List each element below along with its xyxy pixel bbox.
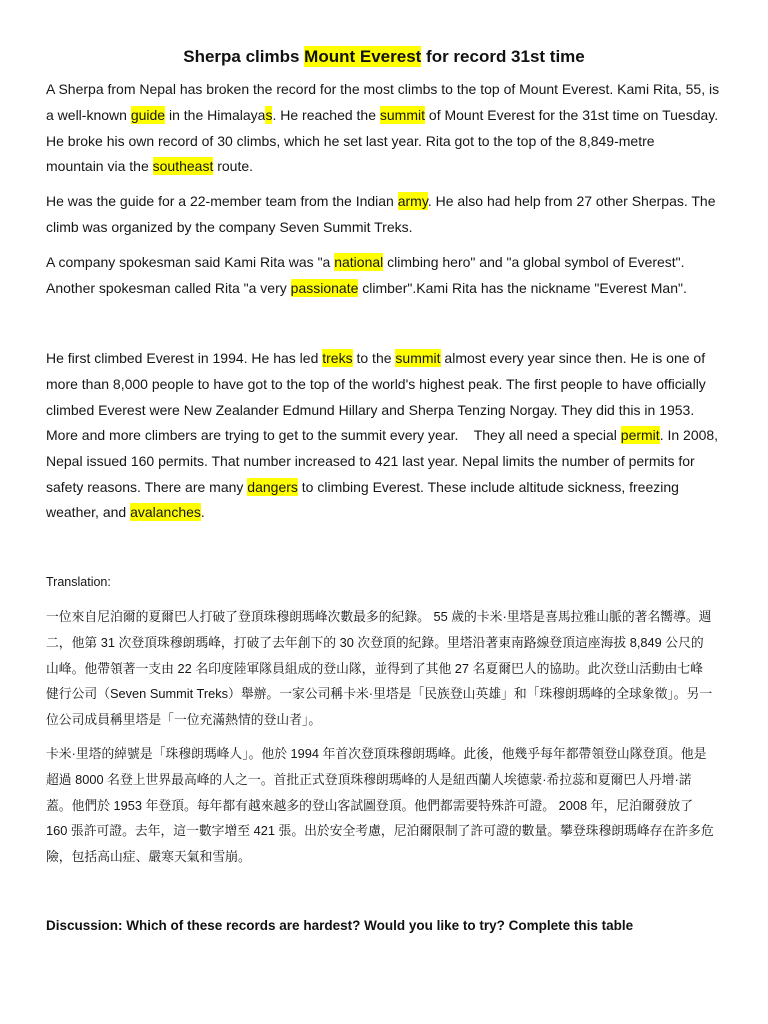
highlighted-word: national	[334, 254, 384, 271]
highlighted-word: permit	[620, 427, 660, 444]
text-run: almost every year since then. He is one of	[440, 350, 706, 367]
text-line: 健行公司（Seven Summit Treks）舉辦。一家公司稱卡米·里塔是「民族登山英雄」和「珠穆朗瑪峰的全球象徵」。另一	[46, 686, 713, 702]
text-run: safety reasons. There are many	[46, 478, 248, 495]
highlighted-word: treks	[322, 350, 353, 367]
translation-label: Translation:	[46, 575, 111, 590]
highlighted-word: dangers	[247, 478, 298, 495]
text-line	[46, 372, 722, 398]
translation-paragraph-1	[46, 604, 722, 733]
text-line: 160 張許可證。去年，這一數字增至 421 張。出於安全考慮，尼泊爾限制了許可證的數量。攀登珠穆朗瑪峰存在許多危	[46, 823, 714, 839]
article-paragraph-2	[46, 189, 722, 240]
article-paragraph-3	[46, 250, 722, 301]
highlighted-word: summit	[379, 106, 426, 123]
text-run: He first climbed Everest in 1994. He has led	[46, 350, 323, 367]
text-run: Another spokesman called Rita "a very	[46, 279, 291, 296]
text-run: Nepal issued 160 permits. That number increased to 421 last year. Nepal limits the number of permits for	[46, 453, 695, 469]
text-run: to climbing Everest. These include altitude sickness, freezing	[297, 478, 679, 495]
text-run: of Mount Everest for the 31st time on Tuesday.	[425, 106, 719, 123]
text-run: route.	[213, 158, 254, 175]
document-body	[0, 44, 768, 939]
article-paragraph-4	[46, 346, 722, 526]
text-line: 蓋。他們於 1953 年登頂。每年都有越來越多的登山客試圖登頂。他們都需要特殊許可證。 2008 年，尼泊爾發放了	[46, 797, 694, 813]
highlighted-word: southeast	[152, 158, 214, 175]
highlighted-word: guide	[130, 106, 166, 123]
text-line	[46, 398, 722, 424]
translation-paragraph-2	[46, 741, 722, 870]
text-line	[46, 475, 722, 501]
discussion-prompt: Discussion: Which of these records are hardest? Would you like to try? Complete this table	[46, 918, 634, 934]
text-line	[46, 189, 722, 215]
text-line: 山峰。他帶領著一支由 22 名印度陸軍隊員組成的登山隊，並得到了其他 27 名夏爾巴人的協助。此次登山活動由七峰	[46, 660, 703, 676]
text-run: climbing hero" and "a global symbol of Everest".	[383, 254, 685, 271]
text-run: .	[200, 504, 205, 521]
article-title	[46, 44, 722, 70]
text-line	[46, 129, 722, 155]
text-line	[46, 250, 722, 276]
text-line: 超過 8000 名登上世界最高峰的人之一。首批正式登頂珠穆朗瑪峰的人是紐西蘭人埃德蒙·希拉蕊和夏爾巴人丹增·諾	[46, 771, 692, 787]
text-line: 險，包括高山症、嚴寒天氣和雪崩。	[46, 849, 251, 865]
text-line	[46, 500, 722, 526]
text-line: 一位來自尼泊爾的夏爾巴人打破了登頂珠穆朗瑪峰次數最多的紀錄。 55 歲的卡米·里塔是喜馬拉雅山脈的著名嚮導。週	[46, 609, 712, 625]
text-run: climbed Everest were New Zealander Edmund Hillary and Sherpa Tenzing Norgay. They did this in 1953.	[46, 401, 695, 418]
text-line: 二，他第 31 次登頂珠穆朗瑪峰，打破了去年創下的 30 次登頂的紀錄。里塔沿著東南路線登頂這座海拔 8,849 公尺的	[46, 634, 704, 650]
text-run: a well-known	[46, 106, 131, 123]
text-line	[46, 449, 722, 475]
text-run: . In 2008,	[659, 427, 719, 444]
text-run: for record 31st time	[421, 47, 585, 66]
text-line	[46, 77, 722, 103]
article-paragraph-1	[46, 77, 722, 180]
text-line: 卡米·里塔的綽號是「珠穆朗瑪峰人」。他於 1994 年首次登頂珠穆朗瑪峰。此後，他幾乎每年都帶領登山隊登頂。他是	[46, 746, 707, 762]
highlighted-word: Mount Everest	[304, 47, 422, 66]
highlighted-word: s	[265, 106, 273, 123]
text-line	[46, 346, 722, 372]
text-run: to the	[352, 350, 396, 367]
text-line	[46, 423, 722, 449]
text-line	[46, 276, 722, 302]
text-run: mountain via the	[46, 158, 153, 175]
text-line	[46, 103, 722, 129]
text-run: . He reached the	[272, 106, 380, 123]
text-run: climb was organized by the company Seven Summit Treks.	[46, 218, 413, 235]
text-run: Sherpa climbs	[183, 47, 305, 66]
text-run: A Sherpa from Nepal has broken the record for the most climbs to the top of Mount Everest. Kami Rita, 55, is	[46, 81, 720, 98]
text-run: . He also had help from 27 other Sherpas. The	[427, 193, 716, 210]
text-line	[46, 215, 722, 241]
text-run: More and more climbers are trying to get to the summit every year. They all need a special	[46, 427, 621, 444]
text-run: more than 8,000 people to have got to the top of the world's highest peak. The first people to have officially	[46, 375, 706, 392]
text-run: weather, and	[46, 504, 131, 521]
text-run: He was the guide for a 22-member team from the Indian	[46, 193, 398, 210]
text-line: 位公司成員稱里塔是「一位充滿熱情的登山者」。	[46, 712, 322, 728]
text-line	[46, 154, 722, 180]
highlighted-word: summit	[395, 350, 441, 367]
text-run: climber".Kami Rita has the nickname "Everest Man".	[358, 279, 687, 296]
text-run: He broke his own record of 30 climbs, which he set last year. Rita got to the top of the 8,849-metre	[46, 132, 655, 149]
highlighted-word: army	[397, 193, 428, 210]
highlighted-word: passionate	[290, 279, 359, 296]
text-run: A company spokesman said Kami Rita was "a	[46, 254, 335, 271]
text-run: in the Himalaya	[165, 106, 266, 123]
highlighted-word: avalanches	[130, 504, 201, 521]
